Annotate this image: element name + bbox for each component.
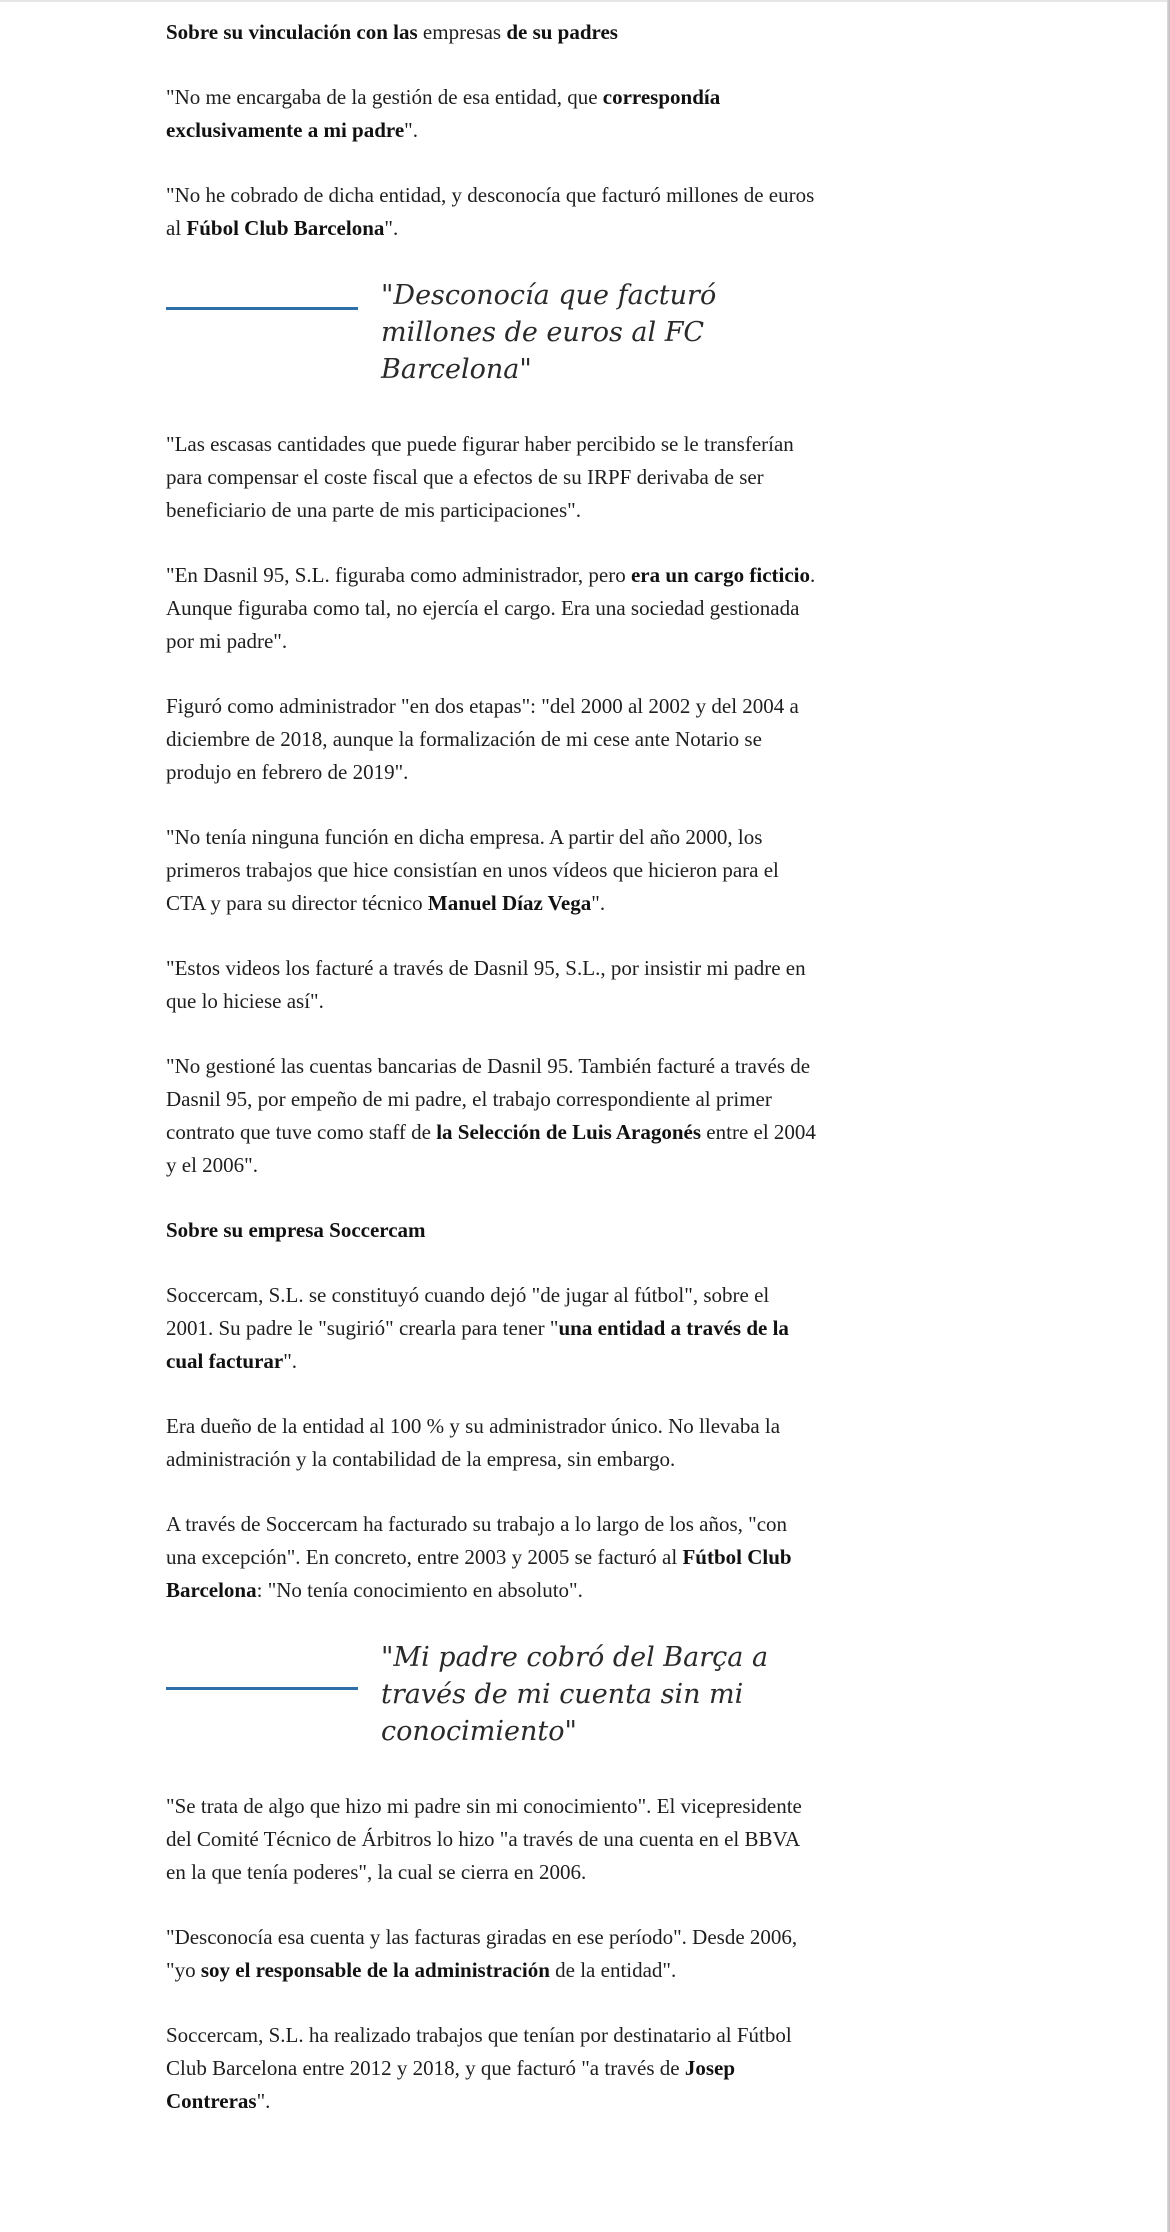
paragraph [166, 690, 816, 789]
text-run: "Estos videos los facturé a través de Dasnil 95, S.L., por insistir mi padre en que lo hiciese así". [166, 956, 806, 1013]
paragraph [166, 1214, 816, 1247]
paragraph [166, 1050, 816, 1182]
text-run: Soccercam, S.L. ha realizado trabajos que tenían por destinatario al Fútbol Club Barcelona entre 2012 y 2018, y que facturó "a través de [166, 2023, 792, 2080]
bold-text: era un cargo ficticio [630, 563, 810, 587]
text-run: "En Dasnil 95, S.L. figuraba como administrador, pero [166, 563, 631, 587]
text-run: ". [404, 118, 418, 142]
text-run: ". [283, 1349, 298, 1373]
pull-quote-text: "Desconocía que facturó millones de euros al FC Barcelona" [381, 280, 717, 385]
paragraph [166, 1279, 816, 1378]
paragraph [166, 428, 816, 527]
text-run: ". [384, 216, 399, 240]
paragraph [166, 1921, 816, 1987]
pull-quote-rule [166, 1687, 358, 1690]
text-run: Era dueño de la entidad al 100 % y su administrador único. No llevaba la administración y la contabilidad de la empresa, sin embargo. [166, 1414, 781, 1471]
pull-quote [166, 1639, 816, 1750]
bold-text: de su padres [506, 20, 618, 44]
text-run: "No me encargaba de la gestión de esa entidad, que [166, 85, 603, 109]
text-run: A través de Soccercam ha facturado su trabajo a lo largo de los años, "con una excepción". En concreto, entre 2003 y 2005 se facturó al [166, 1512, 788, 1569]
paragraph [166, 2019, 816, 2118]
text-run: Soccercam, S.L. se constituyó cuando dejó "de jugar al fútbol", sobre el 2001. Su padre le "sugirió" crearla para tener " [166, 1283, 770, 1340]
bold-text: Sobre su empresa Soccercam [166, 1218, 426, 1242]
paragraph [166, 179, 816, 245]
text-run: "Las escasas cantidades que puede figurar haber percibido se le transferían para compensar el coste fiscal que a efectos de su IRPF derivaba de ser beneficiario de una parte de mis participaciones". [166, 432, 794, 522]
paragraph [166, 1410, 816, 1476]
text-run: ". [591, 891, 606, 915]
text-run: de la entidad". [549, 1958, 677, 1982]
text-run: "No tenía ninguna función en dicha empresa. A partir del año 2000, los primeros trabajos que hice consistían en unos vídeos que hicieron para el CTA y para su director técnico [166, 825, 779, 915]
bold-text: la Selección de Luis Aragonés [436, 1120, 702, 1144]
text-run: "Se trata de algo que hizo mi padre sin mi conocimiento". El vicepresidente del Comité Técnico de Árbitros lo hizo "a través de una cuenta en el BBVA en la que tenía poderes", la cual se cierra en 2006. [166, 1794, 802, 1884]
paragraph [166, 821, 816, 920]
paragraph [166, 1508, 816, 1607]
paragraph [166, 1790, 816, 1889]
text-run: "No he cobrado de dicha entidad, y desconocía que facturó millones de euros al [166, 183, 815, 240]
paragraph [166, 81, 816, 147]
bold-text: Fúbol Club Barcelona [186, 216, 385, 240]
pull-quote [166, 277, 816, 388]
paragraph [166, 952, 816, 1018]
text-run: "No gestioné las cuentas bancarias de Dasnil 95. También facturé a través de Dasnil 95, por empeño de mi padre, el trabajo correspondiente al primer contrato que tuve como staff de [166, 1054, 811, 1144]
paragraph [166, 16, 816, 49]
text-run: Figuró como administrador "en dos etapas": "del 2000 al 2002 y del 2004 a diciembre de 2018, aunque la formalización de mi cese ante Notario se produjo en febrero de 2019". [166, 694, 799, 784]
text-run: empresas [417, 20, 507, 44]
article-body [166, 16, 816, 2150]
text-run: "Desconocía esa cuenta y las facturas giradas en ese período". Desde 2006, "yo [166, 1925, 798, 1982]
bold-text: Sobre su vinculación con las [166, 20, 418, 44]
bold-text: soy el responsable de la administración [200, 1958, 550, 1982]
text-run: entre el 2004 y el 2006". [166, 1120, 816, 1177]
text-run: : "No tenía conocimiento en absoluto". [256, 1578, 583, 1602]
paragraph [166, 559, 816, 658]
bold-text: una entidad a través de la cual facturar [166, 1316, 789, 1373]
bold-text: correspondía exclusivamente a mi padre [166, 85, 721, 142]
pull-quote-text: "Mi padre cobró del Barça a través de mi cuenta sin mi conocimiento" [381, 1642, 769, 1747]
top-border [0, 0, 1170, 2]
bold-text: Josep Contreras [166, 2056, 736, 2113]
bold-text: Fútbol Club Barcelona [166, 1545, 792, 1602]
pull-quote-rule [166, 307, 358, 310]
text-run: . Aunque figuraba como tal, no ejercía el cargo. Era una sociedad gestionada por mi padre". [166, 563, 816, 653]
bold-text: Manuel Díaz Vega [427, 891, 592, 915]
text-run: ". [256, 2089, 271, 2113]
